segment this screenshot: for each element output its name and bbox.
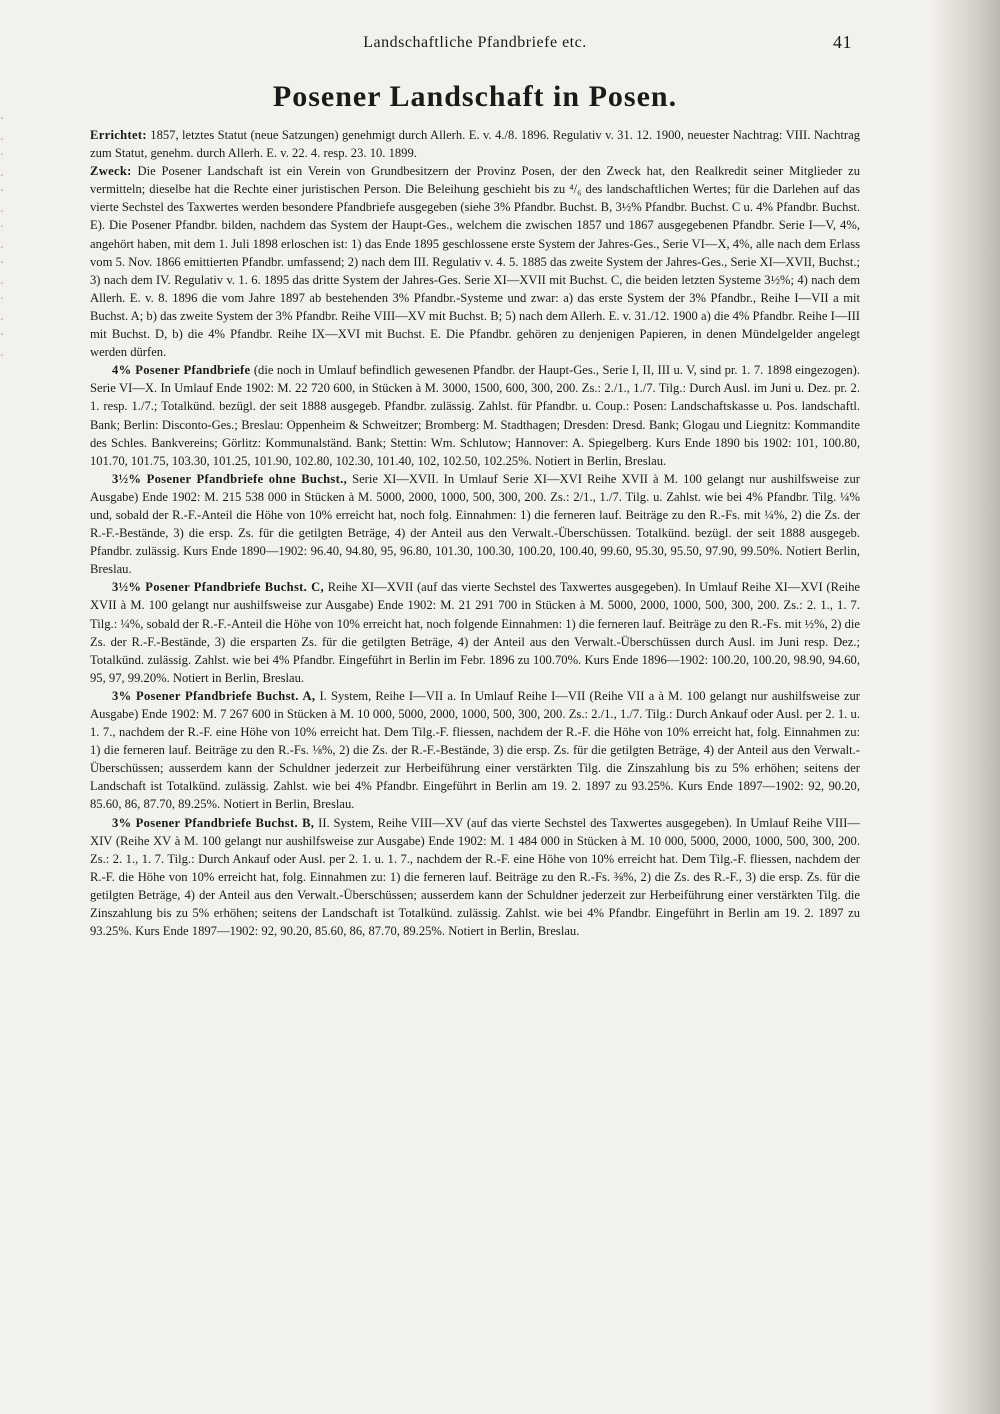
- paragraph-lead: Errichtet:: [90, 128, 147, 142]
- paragraph-lead: 3% Posener Pfandbriefe Buchst. B,: [112, 815, 315, 830]
- paragraph-3-5pct-ohne-buchst: [90, 470, 860, 579]
- paragraph-3-5pct-buchst-c: [90, 578, 860, 687]
- paragraph-lead: 3½% Posener Pfandbriefe Buchst. C,: [112, 580, 324, 595]
- paragraph-4pct-pfandbriefe: [90, 361, 860, 470]
- paragraph-text: II. System, Reihe VIII—XV (auf das vierte Sechstel des Taxwertes ausgegeben). In Umlauf Reihe VIII—XIV (Reihe XV à M. 100 gelangt nur aushilfsweise zur Ausgabe) Ende 1902: M. 1 484 000 in Stücken à M. 10 000, 5000, 2000, 1000, 500, 300, 200. Zs.: 2. 1., 1. 7. Tilg.: Durch Ankauf oder Ausl. per 2. 1. u. 1. 7., nachdem der R.-F. eine Höhe von 10% erreicht hat. Dem Tilg.-F. fliessen, nachdem der R.-F. die Höhe von 10% erreicht hat, folg. Einnahmen zu: 1) die ferneren lauf. Beiträge zu den R.-Fs. ⅜%, 2) die Zs. des R.-F., 3) die ersp. Zs. für die getilgten Beträge, 4) der Anteil aus den Verwalt.-Überschüssen; ausserdem kann der Schuldner jederzeit zur Herbeiführung einer verstärkten Tilg. die Zinszahlung bis zu 5% erhöhen; seitens der Landschaft ist Totalkünd. zulässig. Zahlst. wie bei 4% Pfandbr. Eingeführt in Berlin am 19. 2. 1897 zu 93.25%. Kurs Ende 1897—1902: 92, 90.20, 85.60, 86, 87.70, 89.25%. Notiert in Berlin, Breslau.: [90, 815, 860, 939]
- page-number: 41: [833, 32, 852, 52]
- running-header: [90, 28, 860, 54]
- paragraph-errichtet: [90, 126, 860, 162]
- paragraph-zweck: [90, 162, 860, 361]
- paragraph-text: 1857, letztes Statut (neue Satzungen) genehmigt durch Allerh. E. v. 4./8. 1896. Regulativ v. 31. 12. 1900, neuester Nachtrag: VIII. Nachtrag zum Statut, genehm. durch Allerh. E. v. 22. 4. resp. 23. 10. 1899.: [90, 128, 860, 161]
- paragraph-lead: Zweck:: [90, 164, 132, 179]
- document-page: [90, 28, 860, 940]
- paragraph-text: Serie XI—XVII. In Umlauf Serie XI—XVI Reihe XVII à M. 100 gelangt nur aushilfsweise zur Ausgabe) Ende 1902: M. 215 538 000 in Stücken à M. 5000, 2000, 1000, 500, 300, 200. Zs.: 2/1., 1./7. Tilg. u. Zahlst. wie bei 4% Pfandbr. Tilg. ¼% und, sobald der R.-F.-Anteil die Höhe von 10% erreicht hat, noch folg. Einnahmen: 1) die ferneren lauf. Beiträge zu den R.-Fs. mit ¼%, 2) die Zs. der R.-F.-Bestände, 3) die ersp. Zs. für die getilgten Beträge, 4) der Anteil aus den Verwalt.-Überschüssen. Totalkünd. bezügl. der seit 1888 ausgegeb. Pfandbr. zulässig. Kurs Ende 1890—1902: 96.40, 94.80, 95, 96.80, 101.30, 100.30, 100.20, 100.40, 99.60, 95.30, 95.50, 97.90, 99.50%. Notiert Berlin, Breslau.: [90, 471, 860, 577]
- running-title: Landschaftliche Pfandbriefe etc.: [363, 34, 587, 51]
- scan-shadow-edge: [930, 0, 1000, 1414]
- page-title: Posener Landschaft in Posen.: [272, 80, 678, 113]
- paragraph-text: I. System, Reihe I—VII a. In Umlauf Reihe I—VII (Reihe VII a à M. 100 gelangt nur aushilfsweise zur Ausgabe) Ende 1902: M. 7 267 600 in Stücken à M. 10 000, 5000, 2000, 1000, 500, 300, 200. Zs.: 2./1., 1./7. Tilg.: Durch Ankauf oder Ausl. per 2. 1. u. 1. 7., nachdem der R.-F. eine Höhe von 10% erreicht hat. Dem Tilg.-F. fliessen, nachdem der R.-F. die Höhe von 10% erreicht hat, folg. Einnahmen zu: 1) die ferneren lauf. Beiträge zu den R.-Fs. ⅛%, 2) die Zs. der R.-F.-Bestände, 3) die ersp. Zs. für die getilgten Beträge, 4) der Anteil aus den Verwalt.-Überschüssen; ausserdem kann der Schuldner jederzeit zur Herbeiführung einer verstärkten Tilg. die Zinszahlung bis zu 5% erhöhen; seitens der Landschaft ist Totalkünd. zulässig. Zahlst. wie bei 4% Pfandbr. Eingeführt in Berlin am 19. 2. 1897 zu 93.25%. Kurs Ende 1897—1902: 92, 90.20, 85.60, 86, 87.70, 89.25%. Notiert in Berlin, Breslau.: [90, 688, 860, 812]
- paragraph-3pct-buchst-b: [90, 814, 860, 941]
- paragraph-lead: 3½% Posener Pfandbriefe ohne Buchst.,: [112, 471, 348, 486]
- paragraph-text: Reihe XI—XVII (auf das vierte Sechstel des Taxwertes ausgegeben). In Umlauf Reihe XI—XVI (Reihe XVII à M. 100 gelangt nur aushilfsweise zur Ausgabe) Ende 1902: M. 21 291 700 in Stücken à M. 5000, 2000, 1000, 500, 300, 200. Zs.: 2. 1., 1. 7. Tilg.: ¼%, sobald der R.-F.-Anteil die Höhe von 10% erreicht hat, noch folgende Einnahmen: 1) die ferneren lauf. Beiträge zu den R.-Fs. mit ½%, 2) die Zs. der R.-F.-Bestände, 3) die ersparten Zs. für die getilgten Beträge, 4) der Anteil aus den Verwalt.-Überschüssen durch Ausl. im Juni resp. Dez.; Totalkünd. zulässig. Zahlst. wie bei 4% Pfandbr. Eingeführt in Berlin im Febr. 1896 zu 100.70%. Kurs Ende 1896—1902: 100.20, 100.20, 98.90, 94.60, 95, 97, 99.20%. Notiert in Berlin, Breslau.: [90, 580, 860, 685]
- paragraph-lead: 3% Posener Pfandbriefe Buchst. A,: [112, 688, 316, 703]
- paragraph-text: Die Posener Landschaft ist ein Verein von Grundbesitzern der Provinz Posen, der den Zweck hat, den Realkredit seiner Mitglieder zu vermitteln; dieselbe hat die Rechte einer juristischen Person. Die Beleihung geschieht bis zu ⁴/₆ des landschaftlichen Wertes; für die Darlehen auf das vierte Sechstel des Taxwertes werden besondere Pfandbriefe ausgegeben (siehe 3% Pfandbr. Buchst. B, 3½% Pfandbr. Buchst. C u. 4% Pfandbr. Buchst. E). Die Posener Pfandbr. bilden, nachdem das System der Haupt-Ges., welchem die zwischen 1857 und 1867 ausgegebenen Pfandbr. Serie I—V, 4%, angehört haben, mit dem 1. Juli 1898 erloschen ist: 1) das Ende 1895 geschlossene erste System der Jahres-Ges., Serie VI—X, 4%, alle nach dem Erlass vom 5. Nov. 1866 emittierten Pfandbr. umfassend; 2) nach dem III. Regulativ v. 4. 5. 1885 das zweite System der Jahres-Ges., Serie XI—XVII, Buchst.; 3) nach dem IV. Regulativ v. 1. 6. 1895 das dritte System der Jahres-Ges. Serie XI—XVII mit Buchst. C, die beiden letzten Systeme 3½%; 4) nach dem Allerh. E. v. 8. 1896 die vom Jahre 1897 ab bestehenden 3% Pfandbr.-Systeme und zwar: a) das erste System der 3% Pfandbr., Reihe I—VII a mit Buchst. A; b) das zweite System der 3% Pfandbr. Reihe VIII—XV mit Buchst. B; 5) nach dem Allerh. E. v. 31./12. 1900 a) die 4% Pfandbr. Reihe I—III mit Buchst. D, b) die 4% Pfandbr. Reihe IX—XVI mit Buchst. E. Die Pfandbr. gehören zu denjenigen Papieren, in denen Mündelgelder angelegt werden dürfen.: [90, 164, 860, 360]
- paragraph-lead: 4% Posener Pfandbriefe: [112, 363, 251, 378]
- paragraph-3pct-buchst-a: [90, 687, 860, 814]
- left-bleed-through: · . · . · . · . · . · . · .: [0, 112, 4, 359]
- body-text: [90, 126, 860, 940]
- paragraph-text: (die noch in Umlauf befindlich gewesenen Pfandbr. der Haupt-Ges., Serie I, II, III u. V, sind pr. 1. 7. 1898 eingezogen). Serie VI—X. In Umlauf Ende 1902: M. 22 720 600, in Stücken à M. 3000, 1500, 600, 300, 200. Zs.: 2./1., 1./7. Tilg.: Durch Ausl. im Juni u. Dez. pr. 2. 1. resp. 1./7.; Totalkünd. bezügl. der seit 1888 ausgegeb. Pfandbr. zulässig. Zahlst. für Pfandbr. u. Coup.: Posen: Landschaftskasse u. Pos. landschaftl. Bank; Berlin: Disconto-Ges.; Breslau: Oppenheim & Schweitzer; Bromberg: M. Stadthagen; Dresden: Dresd. Bank; Glogau und Liegnitz: Kommandite des Schles. Bankvereins; Görlitz: Kommunalständ. Bank; Stettin: Wm. Schlutow; Hannover: A. Spiegelberg. Kurs Ende 1890 bis 1902: 101, 100.80, 101.70, 101.75, 103.30, 101.25, 101.90, 102.80, 102.30, 101.40, 102, 102.50, 102.25%. Notiert in Berlin, Breslau.: [90, 363, 860, 468]
